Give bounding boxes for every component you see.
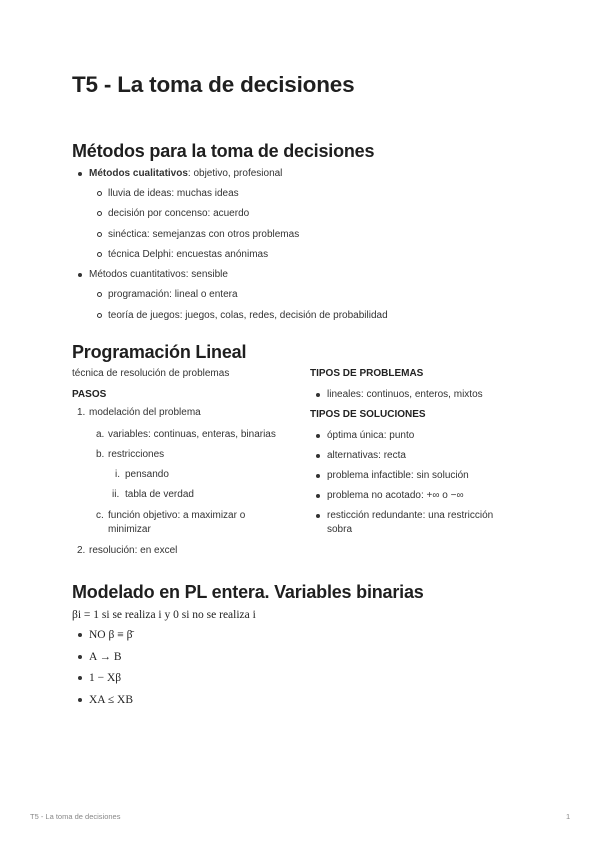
list-item-cont: sobra [327,524,353,535]
list-item: resticción redundante: una restricción [327,510,494,521]
paso-1b [96,449,165,460]
cualitativos-desc: : objetivo, profesional [187,168,283,179]
paso-1c-text: función objetivo: a maximizar o [108,510,246,521]
tipos-problemas-label: TIPOS DE PROBLEMAS [310,368,424,379]
num-i: i. [115,469,120,480]
tipos-soluciones-label: TIPOS DE SOLUCIONES [310,409,426,420]
paso-1c [96,510,246,521]
list-item: alternativas: recta [327,450,406,461]
num-b: b. [96,449,105,460]
paso-1a-text: variables: continuas, enteras, binarias [108,429,276,440]
list-item: sinéctica: semejanzas con otros problemas [108,229,300,240]
footer-title: T5 - La toma de decisiones [30,812,121,821]
section-heading-pl: Programación Lineal [72,342,247,362]
list-item: óptima única: punto [327,430,415,441]
section-heading-binarias: Modelado en PL entera. Variables binarias [72,582,424,602]
paso-2 [77,545,178,556]
list-item: teoría de juegos: juegos, colas, redes, decisión de probabilidad [108,310,388,321]
list-item: problema infactible: sin solución [327,470,469,481]
paso-1-text: modelación del problema [89,407,201,418]
num-ii: ii. [112,489,120,500]
pl-intro: técnica de resolución de problemas [72,368,230,379]
list-item: técnica Delphi: encuestas anónimas [108,249,269,260]
pasos-label: PASOS [72,389,107,400]
cualitativos-label: Métodos cualitativos [89,168,188,179]
list-item: lineales: continuos, enteros, mixtos [327,389,483,400]
page-title: T5 - La toma de decisiones [72,72,355,97]
list-item: 1 − Xβ [89,672,122,684]
list-item: decisión por concenso: acuerdo [108,208,250,219]
list-item: NO β ≡ β̄ [89,629,133,641]
section-heading-metodos: Métodos para la toma de decisiones [72,141,375,161]
paso-1c-cont: minimizar [108,524,151,535]
paso-1b-i [115,469,169,480]
paso-1 [77,407,201,418]
binary-formula: βi = 1 si se realiza i y 0 si no se realiza i [72,609,256,621]
num-c: c. [96,510,104,521]
list-item-cualitativos [89,168,282,179]
list-item: problema no acotado: +∞ o −∞ [327,490,464,501]
num-2: 2. [77,545,86,556]
list-item: lluvia de ideas: muchas ideas [108,188,239,199]
num-a: a. [96,429,105,440]
page-number: 1 [566,812,571,821]
paso-1b-ii-text: tabla de verdad [125,489,194,500]
paso-1b-i-text: pensando [125,469,169,480]
paso-1b-text: restricciones [108,449,165,460]
list-item: programación: lineal o entera [108,289,238,300]
paso-1b-ii [112,489,194,500]
paso-1a [96,429,276,440]
list-item: XA ≤ XB [89,694,134,706]
num-1: 1. [77,407,86,418]
list-item-cuantitativos: Métodos cuantitativos: sensible [89,269,228,280]
paso-2-text: resolución: en excel [89,545,178,556]
list-item: A → B [89,651,122,663]
